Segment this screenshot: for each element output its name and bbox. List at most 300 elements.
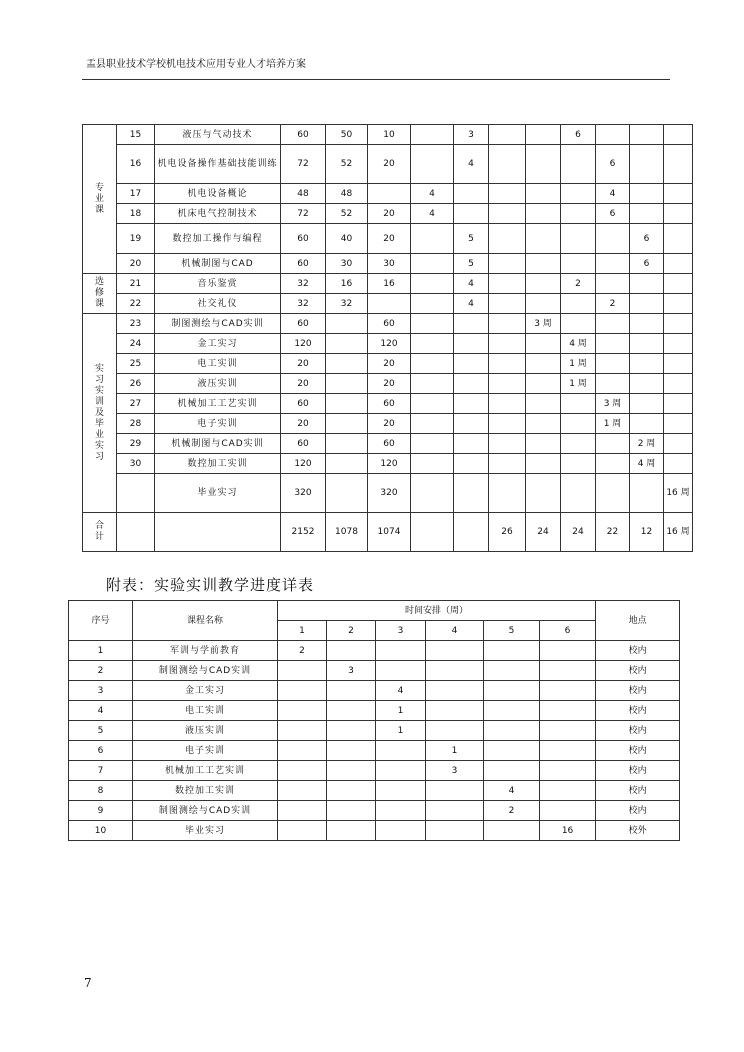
- value-cell: [411, 334, 454, 354]
- week-cell: [376, 781, 426, 801]
- value-cell: [411, 314, 454, 334]
- value-cell: 4: [596, 184, 630, 204]
- place-cell: 校内: [596, 641, 680, 661]
- row-number: 3: [69, 681, 133, 701]
- week-cell: [278, 781, 327, 801]
- row-number: 8: [69, 781, 133, 801]
- value-cell: [526, 274, 561, 294]
- document-header: 盂县职业技术学校机电技术应用专业人才培养方案: [86, 59, 306, 70]
- value-cell: 60: [281, 314, 326, 334]
- category-cell: [83, 125, 117, 274]
- value-cell: [526, 454, 561, 474]
- course-name: 电工实训: [155, 354, 281, 374]
- value-cell: [664, 374, 693, 394]
- value-cell: 4 周: [561, 334, 596, 354]
- value-cell: 320: [281, 474, 326, 513]
- week-cell: [540, 781, 596, 801]
- week-cell: [327, 701, 376, 721]
- table-row: [69, 741, 680, 761]
- week-cell: [426, 661, 484, 681]
- value-cell: 4: [454, 145, 489, 184]
- value-cell: 20: [368, 204, 411, 224]
- table-row: [83, 254, 693, 274]
- course-name: 机械加工工艺实训: [155, 394, 281, 414]
- value-cell: [454, 374, 489, 394]
- value-cell: [411, 294, 454, 314]
- course-name: 机床电气控制技术: [155, 204, 281, 224]
- value-cell: 60: [281, 224, 326, 254]
- value-cell: 1 周: [596, 414, 630, 434]
- value-cell: 48: [281, 184, 326, 204]
- total-cell: 26: [489, 513, 526, 552]
- table-row: [83, 204, 693, 224]
- table-row: [83, 354, 693, 374]
- value-cell: [526, 434, 561, 454]
- value-cell: [526, 224, 561, 254]
- value-cell: [411, 454, 454, 474]
- value-cell: 120: [368, 454, 411, 474]
- total-row: [83, 513, 693, 552]
- week-cell: [426, 781, 484, 801]
- value-cell: [561, 314, 596, 334]
- week-cell: [278, 681, 327, 701]
- row-number: 16: [117, 145, 155, 184]
- total-cell: 22: [596, 513, 630, 552]
- value-cell: 10: [368, 125, 411, 145]
- week-cell: 1: [376, 721, 426, 741]
- place-cell: 校内: [596, 781, 680, 801]
- value-cell: [526, 394, 561, 414]
- value-cell: [596, 274, 630, 294]
- value-cell: [561, 474, 596, 513]
- row-number: 4: [69, 701, 133, 721]
- week-cell: [540, 681, 596, 701]
- week-cell: [484, 821, 540, 841]
- table-row: [83, 414, 693, 434]
- week-cell: [426, 641, 484, 661]
- value-cell: 4: [411, 204, 454, 224]
- value-cell: [664, 125, 693, 145]
- row-number: 23: [117, 314, 155, 334]
- value-cell: 30: [368, 254, 411, 274]
- value-cell: [630, 274, 664, 294]
- table-row: [69, 821, 680, 841]
- week-cell: 1: [426, 741, 484, 761]
- row-number: 10: [69, 821, 133, 841]
- value-cell: [664, 254, 693, 274]
- value-cell: [596, 434, 630, 454]
- value-cell: [411, 125, 454, 145]
- row-number: 26: [117, 374, 155, 394]
- week-cell: [426, 721, 484, 741]
- value-cell: [489, 254, 526, 274]
- value-cell: 3 周: [526, 314, 561, 334]
- value-cell: [489, 125, 526, 145]
- course-name: 数控加工操作与编程: [155, 224, 281, 254]
- value-cell: 72: [281, 145, 326, 184]
- table-row: [83, 454, 693, 474]
- week-cell: [278, 741, 327, 761]
- week-cell: 16: [540, 821, 596, 841]
- row-number: 18: [117, 204, 155, 224]
- course-name: 液压与气动技术: [155, 125, 281, 145]
- course-name: 电子实训: [155, 414, 281, 434]
- value-cell: 3 周: [596, 394, 630, 414]
- place-cell: 校外: [596, 821, 680, 841]
- week-cell: [376, 761, 426, 781]
- header-place: 地点: [596, 601, 680, 641]
- total-cell: 24: [526, 513, 561, 552]
- course-name: 液压实训: [155, 374, 281, 394]
- value-cell: [454, 354, 489, 374]
- week-cell: [376, 821, 426, 841]
- value-cell: 6: [630, 224, 664, 254]
- category-label: 专业课: [94, 182, 104, 215]
- week-cell: [278, 761, 327, 781]
- row-number: 19: [117, 224, 155, 254]
- value-cell: [526, 414, 561, 434]
- value-cell: [526, 334, 561, 354]
- value-cell: [664, 294, 693, 314]
- week-header: 2: [327, 621, 376, 641]
- value-cell: [596, 314, 630, 334]
- value-cell: [630, 374, 664, 394]
- value-cell: [664, 274, 693, 294]
- value-cell: [489, 434, 526, 454]
- value-cell: 5: [454, 254, 489, 274]
- row-number: 17: [117, 184, 155, 204]
- header-time: 时间安排（周）: [278, 601, 596, 621]
- course-name: 金工实习: [133, 681, 278, 701]
- week-cell: [327, 741, 376, 761]
- week-cell: [426, 821, 484, 841]
- row-number: 24: [117, 334, 155, 354]
- value-cell: 16: [368, 274, 411, 294]
- course-name: 毕业实习: [133, 821, 278, 841]
- value-cell: [489, 394, 526, 414]
- course-name: 金工实习: [155, 334, 281, 354]
- week-cell: [426, 801, 484, 821]
- week-cell: 4: [484, 781, 540, 801]
- value-cell: [664, 394, 693, 414]
- value-cell: 30: [326, 254, 368, 274]
- value-cell: [326, 314, 368, 334]
- category-cell: [83, 513, 117, 552]
- place-cell: 校内: [596, 681, 680, 701]
- value-cell: 32: [326, 294, 368, 314]
- week-cell: [278, 721, 327, 741]
- value-cell: 60: [281, 394, 326, 414]
- value-cell: [664, 184, 693, 204]
- value-cell: [489, 204, 526, 224]
- value-cell: [561, 434, 596, 454]
- value-cell: [664, 314, 693, 334]
- value-cell: [489, 224, 526, 254]
- course-name: 机械制图与CAD实训: [155, 434, 281, 454]
- header-course-name: 课程名称: [133, 601, 278, 641]
- week-header: 5: [484, 621, 540, 641]
- value-cell: [489, 474, 526, 513]
- value-cell: [454, 454, 489, 474]
- week-cell: [327, 641, 376, 661]
- value-cell: [596, 454, 630, 474]
- table-row: [83, 184, 693, 204]
- practice-schedule-table: [68, 600, 680, 841]
- value-cell: [326, 374, 368, 394]
- value-cell: 16 周: [664, 474, 693, 513]
- row-number: [117, 474, 155, 513]
- value-cell: [489, 354, 526, 374]
- value-cell: 40: [326, 224, 368, 254]
- table-row: [69, 701, 680, 721]
- table-row: [69, 781, 680, 801]
- week-cell: [540, 801, 596, 821]
- week-cell: 4: [376, 681, 426, 701]
- value-cell: [630, 354, 664, 374]
- week-cell: [278, 661, 327, 681]
- row-number: 29: [117, 434, 155, 454]
- week-cell: [327, 721, 376, 741]
- row-number: 30: [117, 454, 155, 474]
- course-name: 音乐鉴赏: [155, 274, 281, 294]
- value-cell: 20: [368, 224, 411, 254]
- week-cell: [540, 721, 596, 741]
- place-cell: 校内: [596, 661, 680, 681]
- value-cell: [326, 354, 368, 374]
- category-label: 合计: [94, 521, 104, 542]
- value-cell: 320: [368, 474, 411, 513]
- curriculum-table: [82, 124, 693, 552]
- value-cell: [596, 254, 630, 274]
- week-cell: [484, 761, 540, 781]
- value-cell: [664, 454, 693, 474]
- value-cell: [561, 224, 596, 254]
- week-cell: [327, 821, 376, 841]
- value-cell: 1 周: [561, 374, 596, 394]
- value-cell: [561, 204, 596, 224]
- table-row: [69, 801, 680, 821]
- value-cell: [664, 224, 693, 254]
- week-cell: [540, 741, 596, 761]
- value-cell: [526, 125, 561, 145]
- week-cell: 1: [376, 701, 426, 721]
- value-cell: 60: [281, 254, 326, 274]
- value-cell: [326, 474, 368, 513]
- course-name: 机电设备操作基础技能训练: [155, 145, 281, 184]
- row-number: 2: [69, 661, 133, 681]
- course-name: 数控加工实训: [155, 454, 281, 474]
- value-cell: [326, 394, 368, 414]
- value-cell: 120: [281, 454, 326, 474]
- value-cell: [411, 274, 454, 294]
- week-cell: 2: [484, 801, 540, 821]
- table-row: [83, 294, 693, 314]
- place-cell: 校内: [596, 721, 680, 741]
- table-row: [83, 374, 693, 394]
- total-cell: 24: [561, 513, 596, 552]
- row-number: 7: [69, 761, 133, 781]
- value-cell: [411, 254, 454, 274]
- value-cell: 120: [368, 334, 411, 354]
- table-row: [83, 334, 693, 354]
- table-row: [83, 274, 693, 294]
- value-cell: [664, 145, 693, 184]
- table-row: [69, 721, 680, 741]
- table-row: [69, 761, 680, 781]
- value-cell: [411, 145, 454, 184]
- value-cell: 20: [281, 354, 326, 374]
- value-cell: [454, 314, 489, 334]
- week-cell: 2: [278, 641, 327, 661]
- value-cell: [664, 354, 693, 374]
- header-no: 序号: [69, 601, 133, 641]
- value-cell: [411, 474, 454, 513]
- week-cell: [484, 701, 540, 721]
- value-cell: [489, 145, 526, 184]
- row-number: [117, 513, 155, 552]
- table-row: [83, 224, 693, 254]
- category-cell: [83, 314, 117, 513]
- value-cell: [630, 184, 664, 204]
- value-cell: 60: [368, 434, 411, 454]
- value-cell: [630, 414, 664, 434]
- value-cell: [326, 414, 368, 434]
- week-cell: 3: [327, 661, 376, 681]
- week-cell: [540, 761, 596, 781]
- row-number: 1: [69, 641, 133, 661]
- table-row: [69, 681, 680, 701]
- value-cell: [489, 454, 526, 474]
- value-cell: [368, 184, 411, 204]
- value-cell: 2: [596, 294, 630, 314]
- value-cell: [596, 374, 630, 394]
- value-cell: [664, 414, 693, 434]
- value-cell: [630, 204, 664, 224]
- value-cell: 5: [454, 224, 489, 254]
- table-row: [69, 641, 680, 661]
- value-cell: [596, 125, 630, 145]
- value-cell: [454, 434, 489, 454]
- value-cell: [561, 184, 596, 204]
- course-name: 制图测绘与CAD实训: [155, 314, 281, 334]
- value-cell: 4: [454, 274, 489, 294]
- total-cell: [411, 513, 454, 552]
- table-row: [83, 145, 693, 184]
- table-row: [69, 661, 680, 681]
- course-name: 军训与学前教育: [133, 641, 278, 661]
- value-cell: 20: [281, 414, 326, 434]
- value-cell: [561, 294, 596, 314]
- week-cell: [540, 641, 596, 661]
- total-cell: 12: [630, 513, 664, 552]
- table-row: [83, 474, 693, 513]
- course-name: 社交礼仪: [155, 294, 281, 314]
- row-number: 22: [117, 294, 155, 314]
- value-cell: [630, 474, 664, 513]
- row-number: 15: [117, 125, 155, 145]
- week-cell: [376, 741, 426, 761]
- value-cell: 72: [281, 204, 326, 224]
- week-cell: [426, 681, 484, 701]
- course-name: 电工实训: [133, 701, 278, 721]
- row-number: 27: [117, 394, 155, 414]
- week-header: 4: [426, 621, 484, 641]
- value-cell: 2 周: [630, 434, 664, 454]
- week-cell: [484, 721, 540, 741]
- place-cell: 校内: [596, 761, 680, 781]
- value-cell: 20: [368, 414, 411, 434]
- place-cell: 校内: [596, 701, 680, 721]
- row-number: 9: [69, 801, 133, 821]
- value-cell: [454, 394, 489, 414]
- value-cell: [489, 184, 526, 204]
- value-cell: [630, 145, 664, 184]
- value-cell: [489, 334, 526, 354]
- week-cell: [327, 801, 376, 821]
- value-cell: 20: [368, 354, 411, 374]
- value-cell: [489, 274, 526, 294]
- header-divider: [82, 79, 670, 80]
- value-cell: [561, 254, 596, 274]
- course-name: 制图测绘与CAD实训: [133, 661, 278, 681]
- value-cell: [596, 474, 630, 513]
- value-cell: [630, 314, 664, 334]
- value-cell: 16: [326, 274, 368, 294]
- value-cell: 60: [368, 314, 411, 334]
- value-cell: 6: [630, 254, 664, 274]
- place-cell: 校内: [596, 801, 680, 821]
- course-name: 电子实训: [133, 741, 278, 761]
- value-cell: [489, 414, 526, 434]
- value-cell: [326, 334, 368, 354]
- course-name: [155, 513, 281, 552]
- value-cell: [561, 454, 596, 474]
- week-cell: [327, 681, 376, 701]
- category-label: 选修课: [94, 277, 104, 309]
- value-cell: [630, 294, 664, 314]
- value-cell: [526, 354, 561, 374]
- value-cell: 60: [281, 125, 326, 145]
- value-cell: [596, 354, 630, 374]
- week-cell: [376, 801, 426, 821]
- value-cell: 20: [368, 374, 411, 394]
- course-name: 毕业实习: [155, 474, 281, 513]
- total-cell: 1074: [368, 513, 411, 552]
- total-cell: 1078: [326, 513, 368, 552]
- value-cell: 1 周: [561, 354, 596, 374]
- value-cell: [526, 254, 561, 274]
- total-cell: [454, 513, 489, 552]
- place-cell: 校内: [596, 741, 680, 761]
- value-cell: [596, 224, 630, 254]
- value-cell: [489, 314, 526, 334]
- value-cell: [489, 294, 526, 314]
- value-cell: [454, 334, 489, 354]
- week-cell: [484, 741, 540, 761]
- value-cell: [411, 434, 454, 454]
- value-cell: [630, 394, 664, 414]
- value-cell: [454, 204, 489, 224]
- appendix-title: 附表：实验实训教学进度详表: [106, 576, 315, 594]
- week-cell: [327, 761, 376, 781]
- value-cell: [411, 224, 454, 254]
- week-header: 6: [540, 621, 596, 641]
- row-number: 20: [117, 254, 155, 274]
- value-cell: [526, 374, 561, 394]
- value-cell: [526, 474, 561, 513]
- course-name: 制图测绘与CAD实训: [133, 801, 278, 821]
- value-cell: 32: [281, 294, 326, 314]
